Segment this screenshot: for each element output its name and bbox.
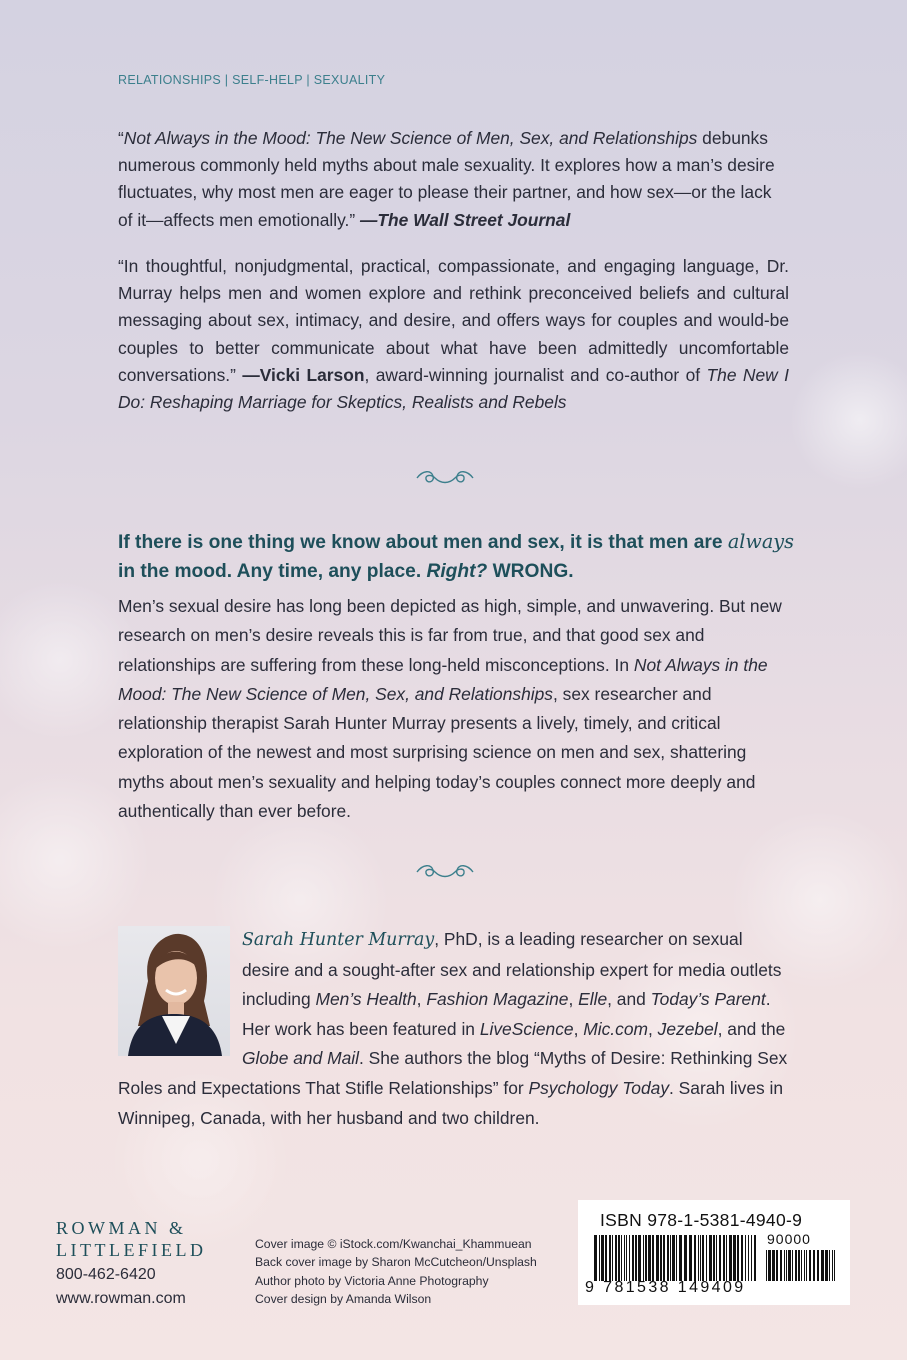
headline-part2: in the mood. Any time, any place. [118,561,427,582]
barcode-bar [615,1235,617,1281]
barcode-bar [729,1235,732,1281]
barcode-bar [694,1235,696,1281]
barcode-bar [745,1235,746,1281]
headline-always: always [727,530,794,553]
bio-text: , [416,989,427,1010]
barcode-bar [737,1235,739,1281]
barcode-bar [698,1235,699,1281]
barcode-bar [618,1235,620,1281]
barcode-bar [643,1235,644,1281]
credit-line: Cover design by Amanda Wilson [255,1292,432,1307]
barcode-bar [652,1235,654,1281]
barcode-bar [726,1235,727,1281]
bio-text: , and [607,989,651,1010]
barcode-bar [684,1235,687,1281]
quote-body: debunks numerous commonly held myths about male sexuality. It explores how a man’s desire fluctuates, why most men are eager to please their partner, and how sex—or the lack of it—affects men emotionally.” [118,128,775,230]
publisher-website[interactable]: www.rowman.com [56,1290,186,1307]
barcode-bar [719,1235,721,1281]
barcode-bar [733,1235,736,1281]
barcode-bar [635,1235,637,1281]
barcode-bar [748,1235,749,1281]
bio-outlet: Jezebel [657,1018,718,1039]
barcode-bar [817,1250,819,1281]
barcode-bar [813,1250,815,1281]
barcode-bar [804,1250,805,1281]
barcode-bar [788,1250,791,1281]
bio-outlet: Mic.com [583,1018,648,1039]
quote-body: “In thoughtful, nonjudgmental, practical, compassionate, and engaging language, Dr. Murray helps men and women explore and rethink preconceived beliefs and cultural messaging about sex, intimacy, and desire, and offers ways for couples and would-be couples to better communicate about what have been admittedly uncomfortable conversations.” [118,256,789,385]
cover-credits [255,1235,537,1309]
bio-text: . Her work has been featured in [242,989,771,1039]
barcode-bar [689,1235,692,1281]
credit-line: Author photo by Victoria Anne Photography [255,1273,489,1288]
bio-outlet: Globe and Mail [242,1048,359,1069]
author-bio [118,925,790,1133]
bio-outlet: Men’s Health [315,989,417,1010]
bio-text: , and the [717,1018,786,1039]
barcode-bar [716,1235,717,1281]
barcode-bar [829,1250,830,1281]
bio-outlet: Fashion Magazine [426,989,569,1010]
description-title: Not Always in the Mood: The New Science of Men, Sex, and Relationships [118,654,768,704]
quote-wsj [118,125,789,234]
bio-outlet: Today’s Parent [650,989,766,1010]
barcode-bar [612,1235,613,1281]
quote-open-mark: “ [118,128,124,148]
barcode-bar [700,1235,701,1281]
barcode-bar [795,1250,797,1281]
barcode-bar [672,1235,675,1281]
price-code: 90000 [767,1231,811,1247]
barcode-bar [723,1235,725,1281]
barcode-bar [660,1235,662,1281]
barcode-bar [776,1250,778,1281]
barcode-bar [780,1250,782,1281]
credit-line: Cover image © iStock.com/Kwanchai_Khammuean [255,1237,532,1251]
barcode-bar [809,1250,811,1281]
barcode-bar [706,1235,707,1281]
bio-text: , [568,989,579,1010]
isbn-label: ISBN 978-1-5381-4940-9 [600,1210,803,1230]
barcode-bar [768,1250,771,1281]
headline-wrong: WRONG. [487,561,574,582]
barcode-bar [594,1235,597,1281]
barcode-bar [741,1235,743,1281]
barcode-bar [667,1235,669,1281]
bio-text: , PhD, is a leading researcher on sexual desire and a sought-after sex and relationship expert for media outlets including [242,929,782,1010]
barcode-bar [821,1250,824,1281]
barcode-bar [670,1235,671,1281]
barcode-bar [751,1235,752,1281]
bio-text: . She authors the blog “Myths of Desire: Rethinking Sex Roles and Expectations That Stifle Relationships” for [118,1048,788,1098]
barcode-bar [626,1235,627,1281]
quote-author-desc: , award-winning journalist and co-author of [364,364,707,385]
barcode-bar [679,1235,682,1281]
barcode-bar [801,1250,802,1281]
bio-outlet: Psychology Today [528,1077,670,1098]
quote-larson [118,253,789,416]
barcode-bar [766,1250,767,1281]
bio-outlet: LiveScience [479,1018,574,1039]
flourish-divider-icon [415,860,475,882]
publisher-logo-line1: ROWMAN & [56,1218,187,1238]
barcode-bar [786,1250,787,1281]
barcode-bar [663,1235,665,1281]
headline-right: Right? [426,561,488,582]
quote-author: —Vicki Larson [242,364,365,385]
barcode-bar [656,1235,659,1281]
barcode-bar [632,1235,634,1281]
barcode-bar [599,1235,600,1281]
quote-source: —The Wall Street Journal [359,209,571,230]
barcode-bar [772,1250,775,1281]
bio-text: , [648,1018,658,1039]
bio-text: . Sarah lives in Winnipeg, Canada, with her husband and two children. [118,1077,784,1128]
headline-part1: If there is one thing we know about men and sex, it is that men are [118,532,728,553]
category-line: RELATIONSHIPS | SELF-HELP | SEXUALITY [118,73,386,87]
barcode-bar [638,1235,641,1281]
barcode-bar [806,1250,807,1281]
book-description [118,592,790,826]
barcode-digits: 9 781538 149409 [585,1279,746,1296]
barcode-addon [766,1250,836,1281]
description-part2: , sex researcher and relationship therapist Sarah Hunter Murray presents a lively, timely, and critical exploration of the newest and most surprising science on men and sex, shattering myths about men’s sexuality and helping today’s couples connect more deeply and authentically than ever before. [118,683,756,822]
barcode-bar [754,1235,756,1281]
credit-line: Back cover image by Sharon McCutcheon/Unsplash [255,1255,537,1270]
barcode-bar [624,1235,625,1281]
barcode-main [594,1235,756,1281]
publisher-logo-line2: LITTLEFIELD [56,1240,207,1260]
barcode-bar [702,1235,704,1281]
barcode-bar [629,1235,630,1281]
quote-book-title: Not Always in the Mood: The New Science of Men, Sex, and Relationships [123,128,698,148]
flourish-divider-icon [415,466,475,488]
quote-book-title: The New I Do: Reshaping Marriage for Skeptics, Realists and Rebels [118,364,789,413]
barcode-bar [676,1235,677,1281]
barcode-bar [709,1235,712,1281]
barcode-bar [621,1235,622,1281]
barcode-bar [798,1250,800,1281]
headline [118,527,798,586]
barcode-bar [645,1235,647,1281]
description-part1: Men’s sexual desire has long been depicted as high, simple, and unwavering. But new research on men’s desire reveals this is far from true, and that good sex and relationships are suffering from these long-held misconceptions. In [118,596,782,675]
publisher-phone: 800-462-6420 [56,1266,156,1283]
barcode-bar [792,1250,793,1281]
barcode-bar [825,1250,828,1281]
bio-outlet: Elle [578,989,608,1010]
barcode-bar [834,1250,835,1281]
bio-text: , [573,1018,584,1039]
barcode-bar [713,1235,715,1281]
barcode-bar [601,1235,604,1281]
barcode-bar [605,1235,607,1281]
author-name: Sarah Hunter Murray [242,930,435,950]
barcode-bar [784,1250,785,1281]
barcode-bar [648,1235,651,1281]
barcode-bar [609,1235,611,1281]
barcode-bar [832,1250,833,1281]
